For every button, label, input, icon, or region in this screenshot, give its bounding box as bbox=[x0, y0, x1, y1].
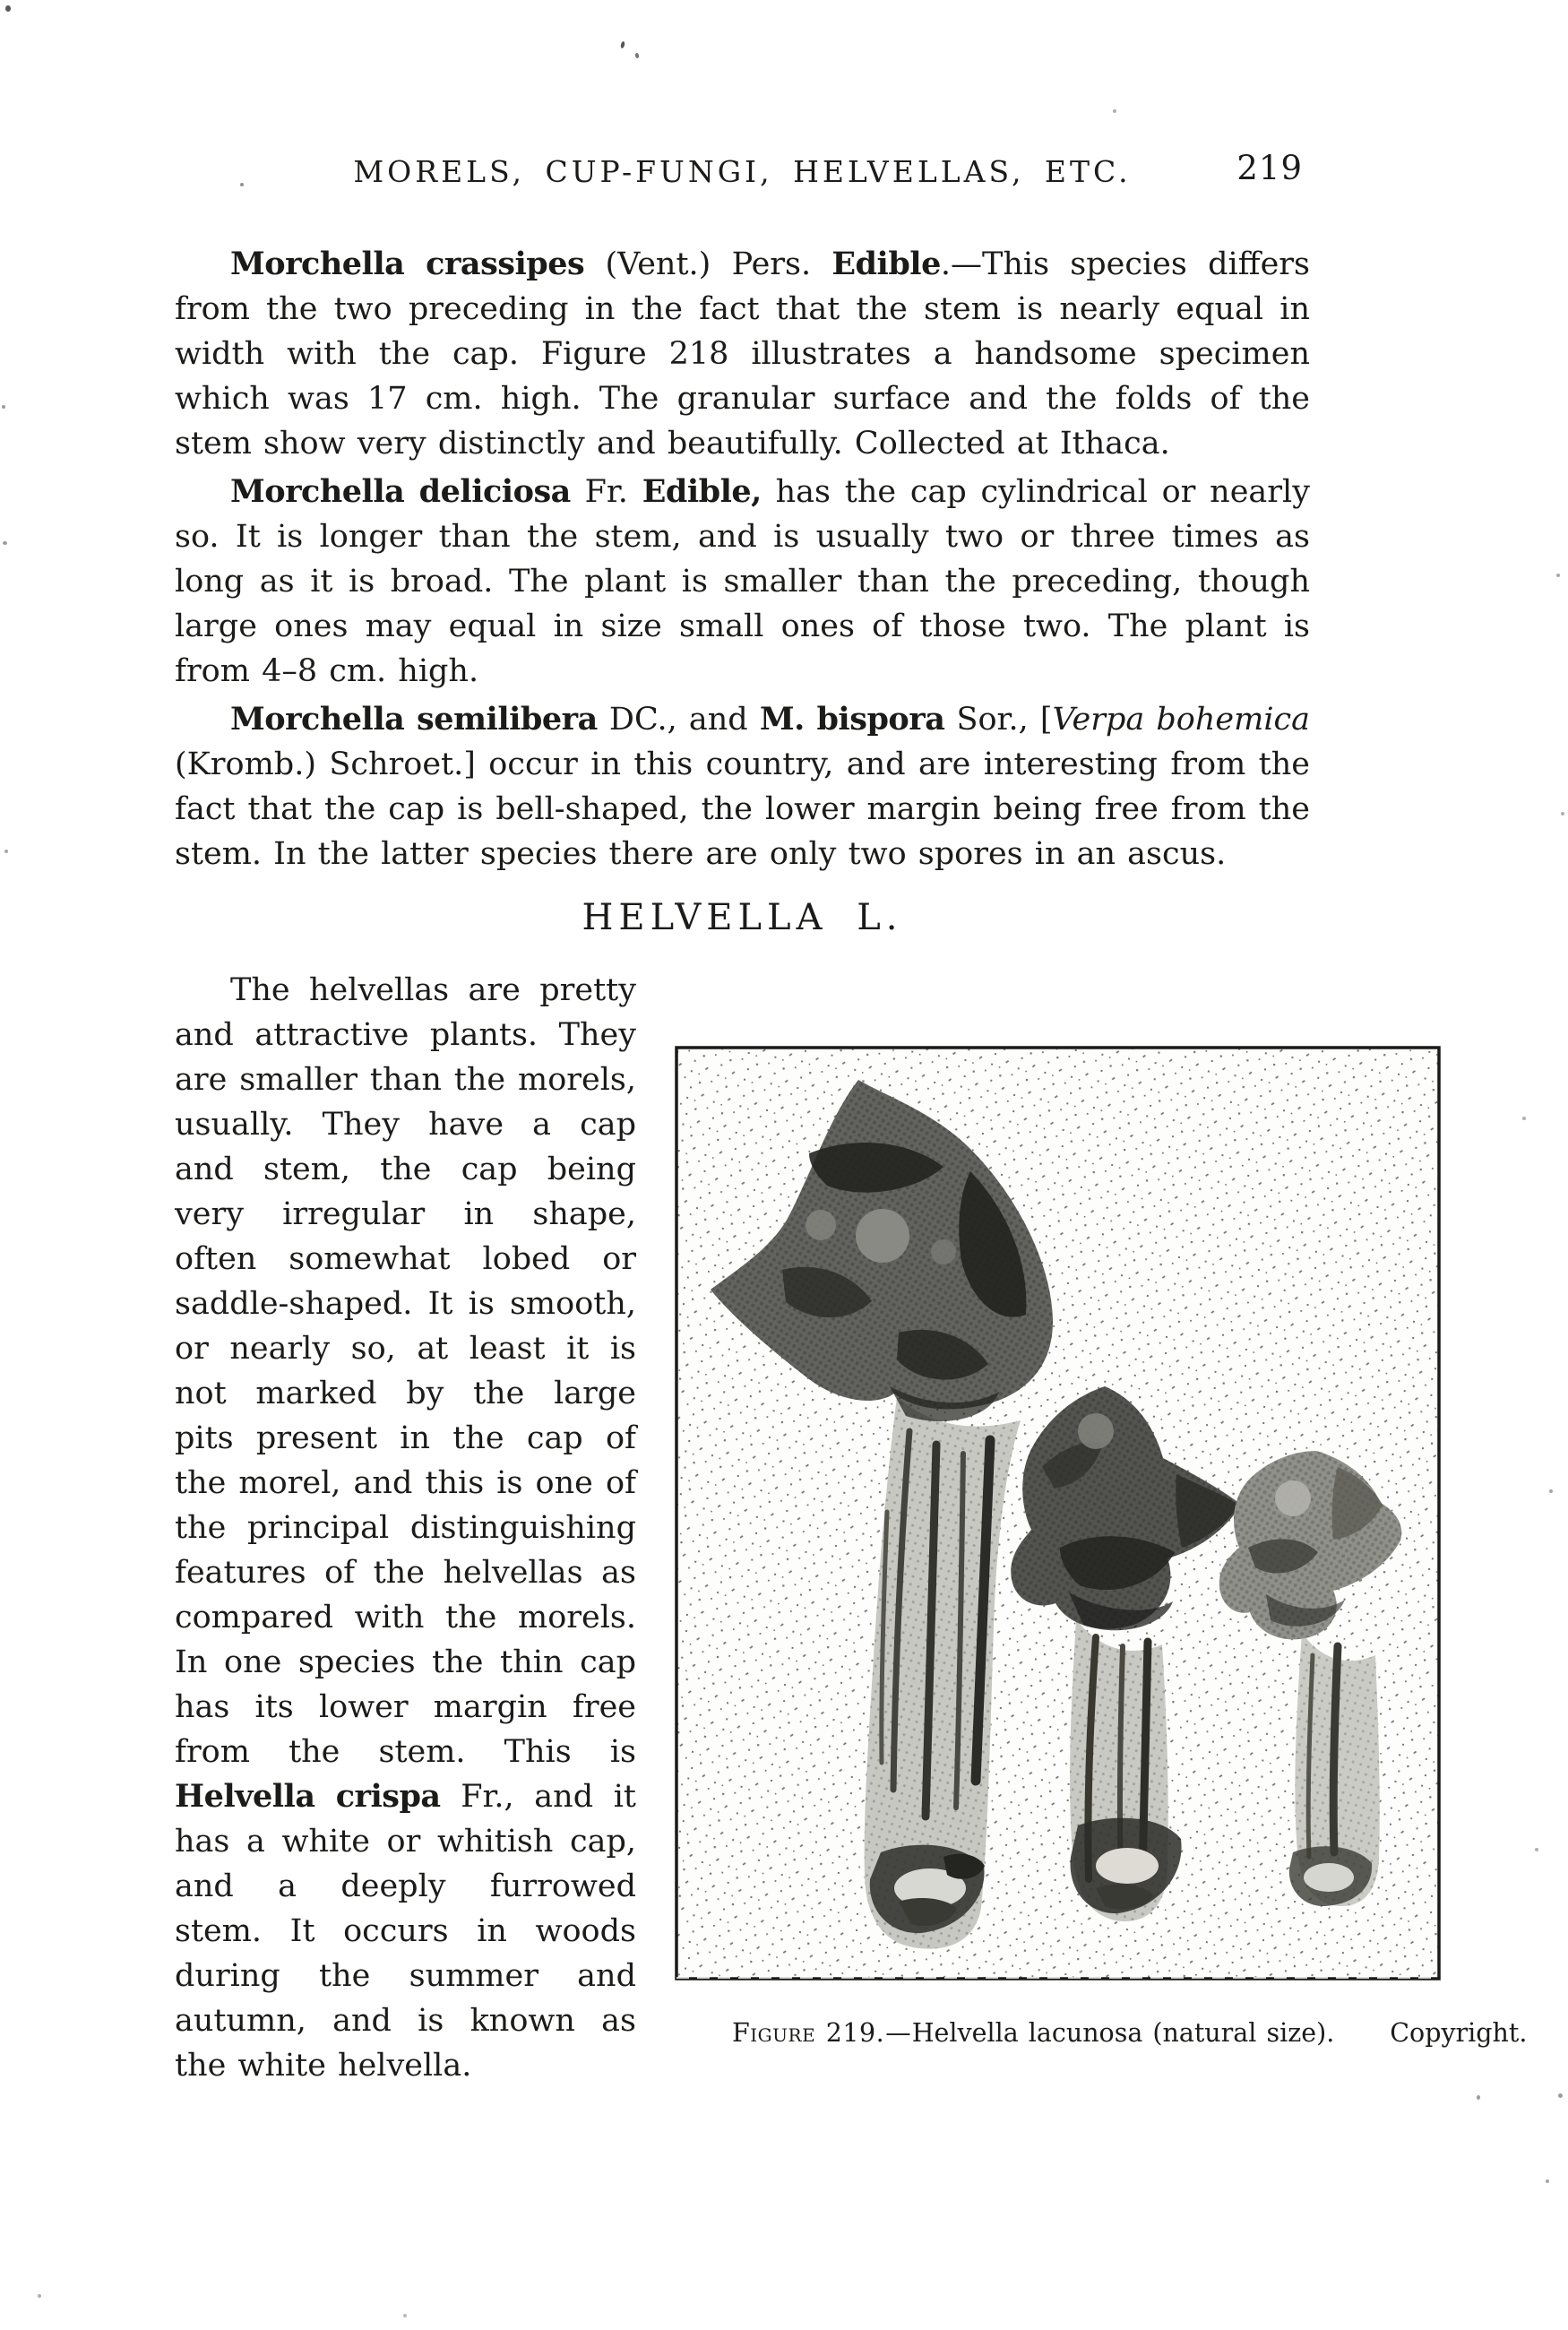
page-number: 219 bbox=[1236, 149, 1303, 187]
scan-speck bbox=[620, 41, 625, 49]
section-heading-helvella: HELVELLA L. bbox=[582, 897, 903, 938]
scan-speck bbox=[2, 405, 5, 409]
figure-219 bbox=[675, 1046, 1528, 2049]
scan-speck bbox=[1522, 1117, 1526, 1120]
figure-caption-copyright: Copyright. bbox=[1390, 2018, 1528, 2048]
scan-speck bbox=[3, 541, 7, 545]
figure-caption-label: Figure 219. bbox=[732, 2018, 885, 2048]
figure-caption-dash: — bbox=[885, 2018, 911, 2048]
paragraph-morchella-crassipes: Morchella crassipes (Vent.) Pers. Edible.—This species differs from the two preceding in the fact that the stem is nearly equal in width with the cap. Figure 218 illustrates a handsome specimen which was 17 cm. high. The granular surface and the folds of the stem show very distinctly and beautifully. Collected at Ithaca. bbox=[175, 246, 1310, 462]
scan-speck bbox=[1556, 574, 1560, 577]
figure-caption-main bbox=[676, 2018, 1334, 2049]
scan-speck bbox=[1558, 2093, 1563, 2098]
scan-speck bbox=[38, 2294, 41, 2298]
scan-speck bbox=[403, 2314, 407, 2317]
text-block bbox=[175, 242, 1528, 2088]
scan-speck bbox=[5, 5, 11, 12]
scan-speck bbox=[1561, 812, 1564, 816]
scan-speck bbox=[1477, 2095, 1480, 2100]
running-head-title: MORELS, CUP-FUNGI, HELVELLAS, ETC. bbox=[353, 154, 1132, 189]
paragraph-morchella-semilibera: Morchella semilibera DC., and M. bispora Sor., [Verpa bohemica (Kromb.) Schroet.] occur in this country, and are interesting from the fact that the cap is bell-shaped, the lower margin being free from the stem. In the latter species there are only two spores in an ascus. bbox=[175, 701, 1310, 872]
scan-speck bbox=[1113, 109, 1116, 113]
running-head bbox=[175, 149, 1310, 195]
scan-speck bbox=[635, 53, 640, 59]
scan-speck bbox=[1549, 1489, 1553, 1493]
figure-caption-title: Helvella lacunosa (natural size). bbox=[911, 2018, 1335, 2048]
figure-219-caption bbox=[675, 2018, 1528, 2049]
scan-speck bbox=[1535, 1848, 1538, 1851]
paragraph-morchella-deliciosa: Morchella deliciosa Fr. Edible, has the cap cylindrical or nearly so. It is longer than the stem, and is usually two or three times as long as it is broad. The plant is smaller than the preceding, though large ones may equal in size small ones of those two. The plant is from 4–8 cm. high. bbox=[175, 473, 1310, 689]
helvella-lacunosa-illustration bbox=[675, 1046, 1441, 1980]
scan-speck bbox=[1546, 2179, 1549, 2183]
paragraph-helvella-intro: Figure 219.—Helvella lacunosa (natural size). Copyright. The helvellas are pretty and attractive plants. They are smaller than the morels, usually. They have a cap and stem, the cap being very irregular in shape, often somewhat lobed or saddle-shaped. It is smooth, or nearly so, at least it is not marked by the large pits present in the cap of the morel, and this is one of the principal distinguishing features of the helvellas as compared with the morels. In one species the thin cap has its lower margin free from the stem. This is Helvella crispa Fr., and it has a white or whitish cap, and a deeply furrowed stem. It occurs in woods during the summer and autumn, and is known as the white helvella. bbox=[175, 972, 1528, 2084]
scan-speck bbox=[4, 850, 8, 853]
